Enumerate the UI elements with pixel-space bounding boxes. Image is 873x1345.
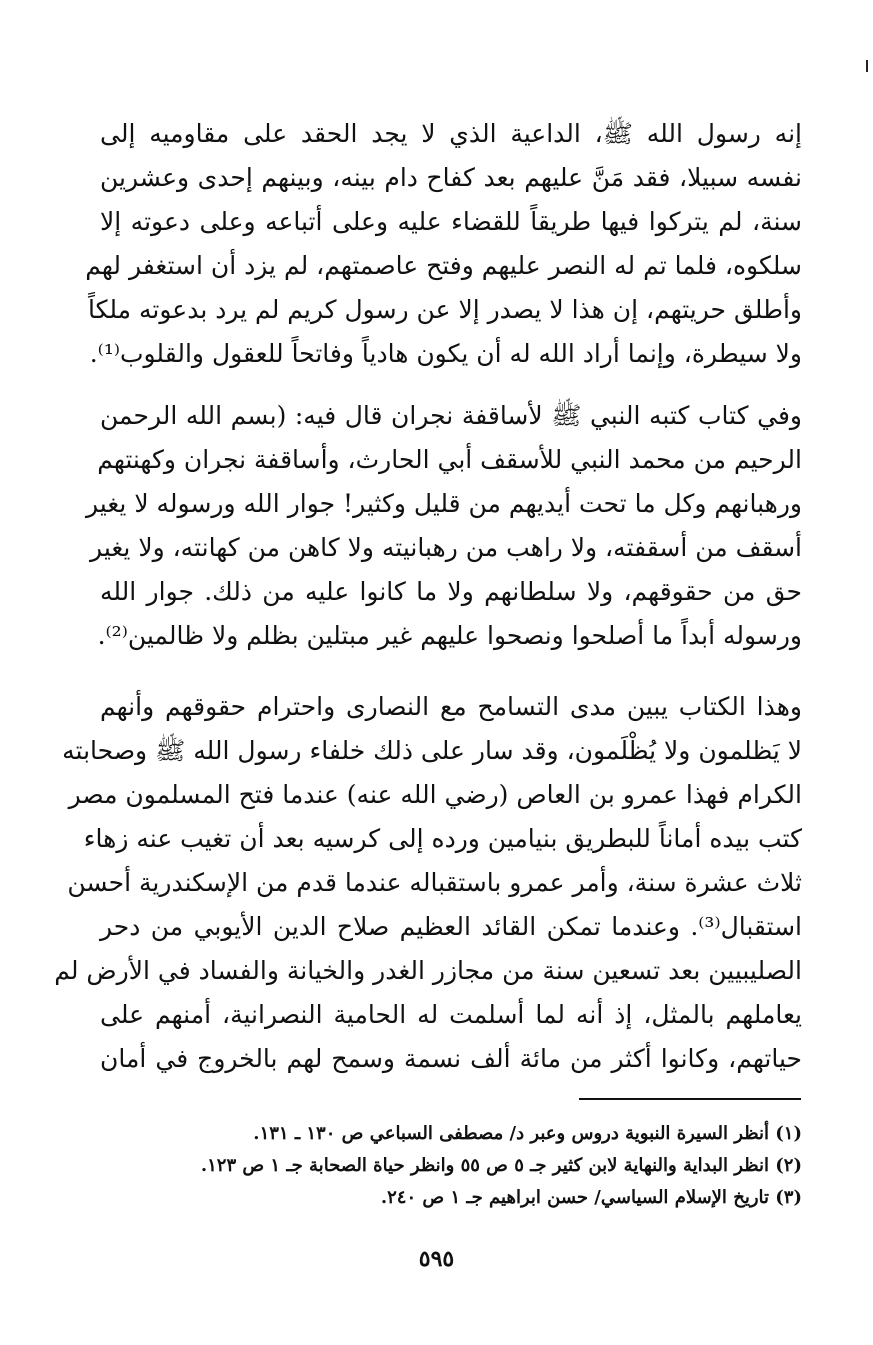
text-line: إنه رسول الله ﷺ، الداعية الذي لا يجد الحقد على مقاوميه إلى — [100, 119, 802, 148]
text-line: ورسوله أبداً ما أصلحوا ونصحوا عليهم غير مبتلين بظلم ولا ظالمين⁽²⁾. — [97, 621, 802, 650]
text-line: وأطلق حريتهم، إن هذا لا يصدر إلا عن رسول كريم لم يرد بدعوته ملكاً — [87, 295, 802, 324]
paragraph-2 — [86, 394, 802, 658]
paragraph-3 — [54, 685, 802, 1081]
text-line: سنة، لم يتركوا فيها طريقاً للقضاء عليه وعلى أتباعه وعلى دعوته إلا — [100, 207, 802, 236]
text-line: سلكوه، فلما تم له النصر عليهم وفتح عاصمتهم، لم يزد أن استغفر لهم — [85, 251, 802, 280]
text-line: استقبال⁽³⁾. وعندما تمكن القائد العظيم صلاح الدين الأيوبي من دحر — [100, 912, 802, 941]
text-line: كتب بيده أماناً للبطريق بنيامين ورده إلى كرسيه بعد أن تغيب عنه زهاء — [83, 824, 802, 853]
margin-mark — [866, 60, 868, 72]
footnote-1: (١) أنظر السيرة النبوية دروس وعبر د/ مصطفى السباعي ص ١٣٠ ـ ١٣١. — [253, 1123, 802, 1144]
footnote-divider — [579, 1098, 801, 1100]
text-line: نفسه سبيلا، فقد مَنَّ عليهم بعد كفاح دام بينه، وبينهم إحدى وعشرين — [100, 163, 802, 192]
text-line: ورهبانهم وكل ما تحت أيديهم من قليل وكثير! جوار الله ورسوله لا يغير — [86, 489, 802, 518]
text-line: وفي كتاب كتبه النبي ﷺ لأساقفة نجران قال فيه: (بسم الله الرحمن — [100, 401, 802, 430]
text-line: الرحيم من محمد النبي للأسقف أبي الحارث، وأساقفة نجران وكهنتهم — [97, 445, 802, 474]
text-line: يعاملهم بالمثل، إذ أنه لما أسلمت له الحامية النصرانية، أمنهم على — [100, 1000, 802, 1029]
text-line: الكرام فهذا عمرو بن العاص (رضي الله عنه) عندما فتح المسلمون مصر — [68, 780, 802, 809]
text-line: لا يَظلمون ولا يُظْلَمون، وقد سار على ذلك خلفاء رسول الله ﷺ وصحابته — [62, 736, 802, 765]
text-line: أسقف من أسقفته، ولا راهب من رهبانيته ولا كاهن من كهانته، ولا يغير — [90, 533, 802, 562]
text-line: ثلاث عشرة سنة، وأمر عمرو باستقباله عندما قدم من الإسكندرية أحسن — [67, 868, 802, 897]
text-line: حياتهم، وكانوا أكثر من مائة ألف نسمة وسمح لهم بالخروج في أمان — [100, 1044, 802, 1073]
footnote-2: (٢) انظر البداية والنهاية لابن كثير جـ ٥ ص ٥٥ وانظر حياة الصحابة جـ ١ ص ١٢٣. — [200, 1155, 802, 1176]
paragraph-1 — [85, 112, 802, 376]
text-line: الصليبيين بعد تسعين سنة من مجازر الغدر والخيانة والفساد في الأرض لم — [54, 956, 802, 985]
footnotes — [120, 1118, 802, 1214]
text-line: ولا سيطرة، وإنما أراد الله له أن يكون هادياً وفاتحاً للعقول والقلوب⁽¹⁾. — [89, 339, 802, 368]
text-line: حق من حقوقهم، ولا سلطانهم ولا ما كانوا عليه من ذلك. جوار الله — [100, 577, 802, 606]
footnote-3: (٣) تاريخ الإسلام السياسي/ حسن ابراهيم جـ ١ ص ٢٤٠. — [380, 1187, 802, 1208]
text-line: وهذا الكتاب يبين مدى التسامح مع النصارى واحترام حقوقهم وأنهم — [100, 692, 802, 721]
page-number: ٥٩٥ — [418, 1246, 455, 1272]
